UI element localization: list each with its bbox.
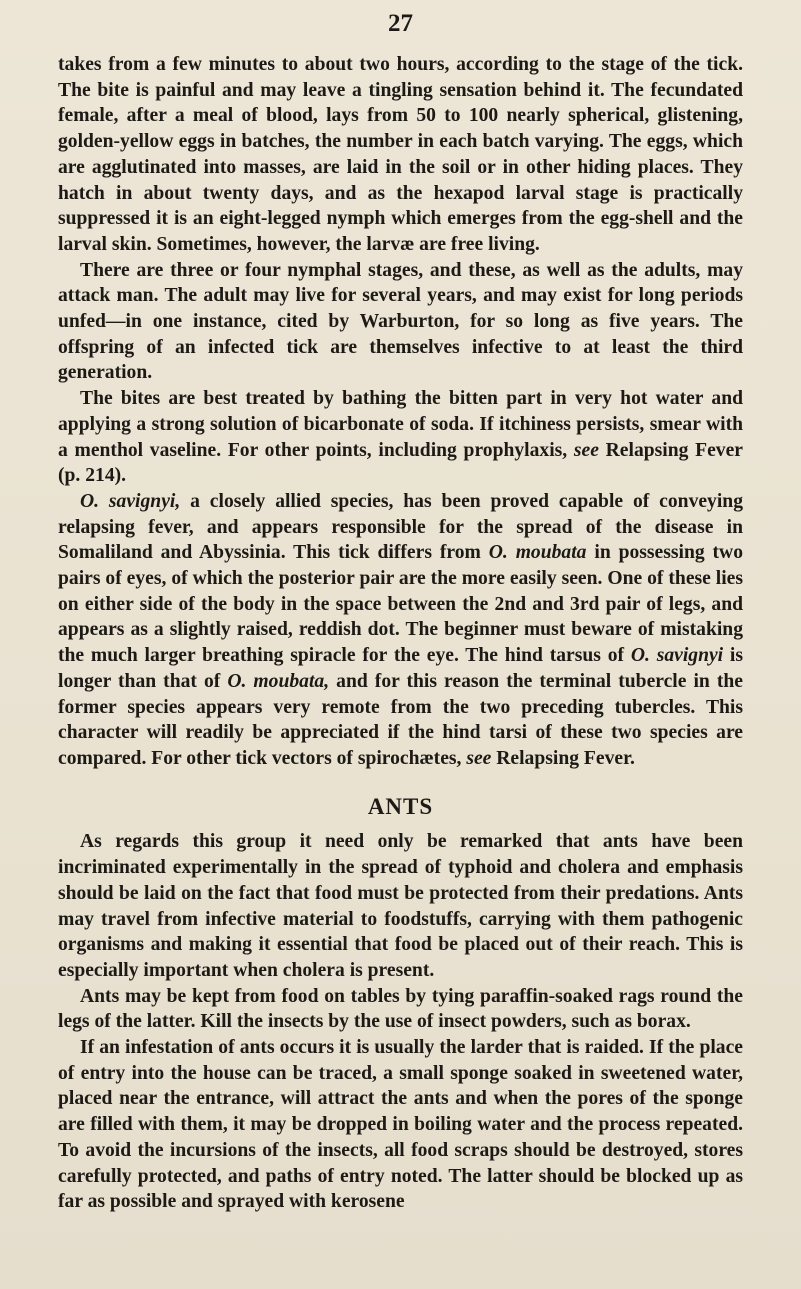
paragraph-ants-tables: Ants may be kept from food on tables by tying paraffin-soaked rags round the legs of the latter. Kill the insects by the use of insect powders, such as borax. bbox=[58, 985, 743, 1033]
paragraph-savignyi bbox=[58, 489, 743, 772]
relapsing-fever-reference: Relapsing Fever (p. 214). bbox=[58, 439, 743, 487]
paragraph-bite-treatment-text: The bites are best treated by bathing the bitten part in very hot water and applying a strong solution of bicarbonate of soda. If itchiness persists, smear with a menthol vaseline. For other points, including prophylaxis, bbox=[58, 388, 743, 461]
body-text bbox=[58, 52, 743, 1215]
species-name: O. moubata bbox=[488, 542, 587, 564]
see-reference: see bbox=[466, 747, 492, 769]
species-name: O. savignyi bbox=[630, 645, 724, 667]
species-name: O. savignyi, bbox=[80, 490, 181, 512]
page-number: 27 bbox=[388, 10, 413, 37]
section-heading-ants: ANTS bbox=[367, 793, 434, 819]
paragraph-savignyi-text-1: a closely allied species, has been proved capable of conveying relapsing fever, and appears responsible for the spread of the disease in Somaliland and Abyssinia. This tick differs from bbox=[58, 490, 743, 564]
paragraph-ants-infestation: If an infestation of ants occurs it is usually the larder that is raided. If the place of entry into the house can be traced, a small sponge soaked in sweetened water, placed near the entrance, will attract the ants and when the pores of the sponge are filled with them, it may be dropped in boiling water and the process repeated. To avoid the incursions of the insects, all food scraps should be destroyed, stores carefully protected, and paths of entry noted. The latter should be blocked up as far as possible and sprayed with kerosene bbox=[58, 1037, 743, 1213]
see-reference: see bbox=[573, 439, 599, 461]
species-name: O. moubata, bbox=[227, 670, 330, 692]
paragraph-bite-treatment bbox=[58, 386, 743, 489]
paragraph-nymphal-stages: There are three or four nymphal stages, and these, as well as the adults, may attack man. The adult may live for several years, and may exist for long periods unfed—in one instance, cited by Warburton, for so long as five years. The offspring of an infected tick are themselves infective to at least the third generation. bbox=[58, 259, 743, 384]
paragraph-savignyi-text-2: in possessing two pairs of eyes, of which the posterior pair are the more easily seen. One of these lies on either side of the body in the space between the 2nd and 3rd pair of legs, and appears as a slightly raised, reddish dot. The beginner must beware of mistaking the much larger breathing spiracle for the eye. The hind tarsus of bbox=[58, 542, 744, 667]
paragraph-savignyi-text-3: is longer than that of bbox=[58, 645, 743, 692]
paragraph-savignyi-text-4: and for this reason the terminal tubercle in the former species appears very remote from the two preceding tubercles. This character will readily be appreciated if the hind tarsi of these two species are compared. For other tick vectors of spirochætes, bbox=[58, 670, 743, 769]
paragraph-eggs: takes from a few minutes to about two hours, according to the stage of the tick. The bite is painful and may leave a tingling sensation behind it. The fecundated female, after a meal of blood, lays from 50 to 100 nearly spherical, glistening, golden-yellow eggs in batches, the number in each batch varying. The eggs, which are agglutinated into masses, are laid in the soil or in other hiding places. They hatch in about twenty days, and as the hexapod larval stage is practically suppressed it is an eight-legged nymph which emerges from the egg-shell and the larval skin. Sometimes, however, the larvæ are free living. bbox=[58, 54, 743, 255]
paragraph-ants-intro: As regards this group it need only be remarked that ants have been incriminated experimentally in the spread of typhoid and cholera and emphasis should be laid on the fact that food must be protected from their predations. Ants may travel from infective material to foodstuffs, carrying with them pathogenic organisms and making it essential that food be placed out of their reach. This is especially important when cholera is present. bbox=[58, 831, 743, 981]
paragraph-savignyi-text-5: Relapsing Fever. bbox=[496, 747, 635, 769]
